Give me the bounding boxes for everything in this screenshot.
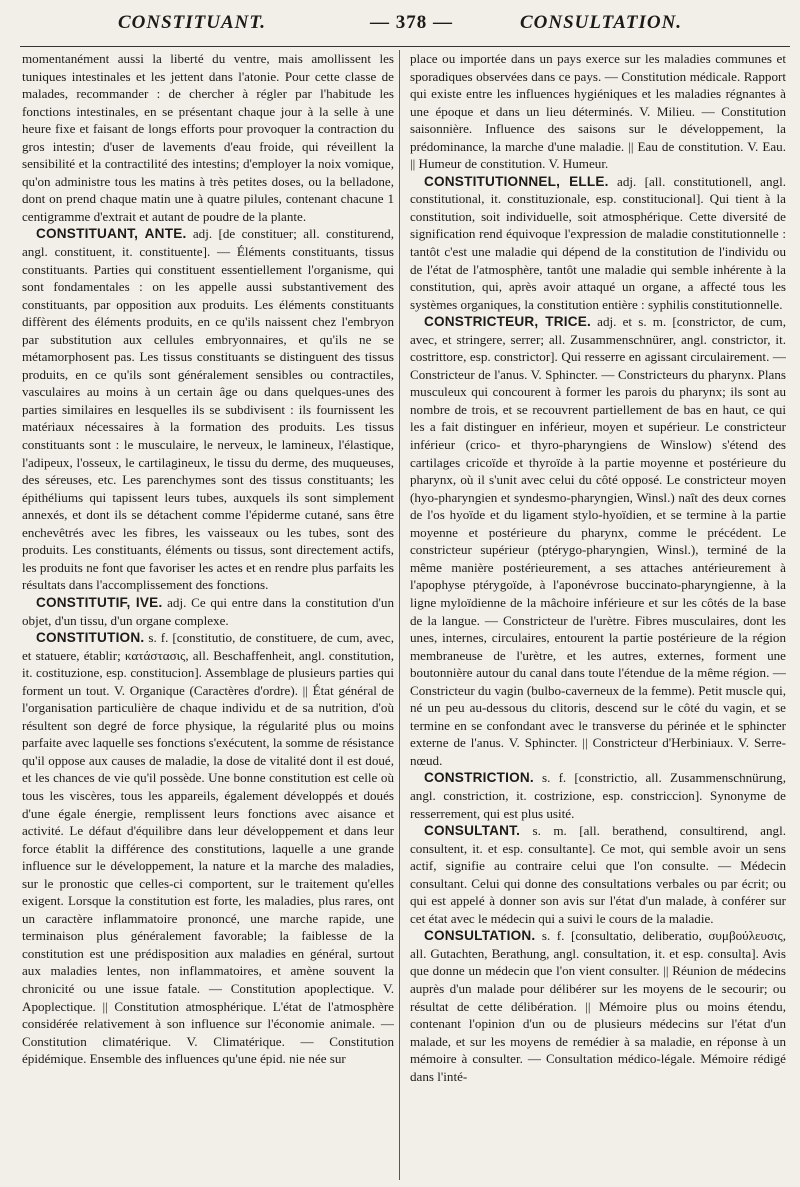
entry-text: adj. [all. constitutionell, angl. constitutional, it. constituzionale, esp. constitucional]. Qui tient à la constitution, soit individuelle, soit atmosphérique. Cette diversité de signification rend équivoque l'expression de maladie constitutionnelle : tantôt c'est une maladie qui dépend de la constitution de l'individu ou de l'état de l'atmosphère, tantôt une maladie qui semble inhérente à la constitution, qui, après avoir attaqué un organe, a affecté tous les systèmes organiques, la constitution entière : syphilis constitutionnelle.: [410, 173, 786, 312]
running-head-left: CONSTITUANT.: [118, 12, 267, 33]
entry-headword: CONSTITUANT, ANTE.: [36, 226, 187, 242]
page-number: — 378 —: [370, 12, 453, 33]
dictionary-entry: [22, 225, 394, 593]
left-column: [22, 50, 394, 1180]
dictionary-entry: [410, 822, 786, 927]
entry-headword: CONSTRICTION.: [424, 770, 534, 786]
entry-headword: CONSULTANT.: [424, 823, 521, 839]
right-column: [410, 50, 786, 1180]
entry-text: s. f. [constitutio, de constituere, de cum, avec, et statuere, établir; κατάστασις, all. Beschaffenheit, angl. constitution, it. costituzione, esp. constitucion]. Assemblage de plusieurs parties qui forment un tout. V. Organique (Caractères d'ordre). || État général de l'organisation particulière de chaque individu et de sa nutrition, d'où résultent son degré de force physique, la régularité plus ou moins parfaite avec laquelle ses fonctions s'exécutent, la somme de résistance qu'il oppose aux causes de maladie, la dose de vitalité dont il est doué, et les chances de vie qu'il possède. Une bonne constitution est celle où tous les viscères, tous les appareils, également développés et doués d'une égale énergie, remplissent leurs fonctions avec aisance et activité. Le défaut d'équilibre dans leur développement et dans leur force établit la différence des constitutions, laquelle a une grande influence sur le développement, la nature et la marche des maladies, sur le pronostic que celles-ci comportent, sur le traitement qu'elles exigent. Lorsque la constitution est forte, les maladies, plus rares, ont un caractère inflammatoire prononcé, une marche rapide, une terminaison plus généralement favorable; la faiblesse de la constitution est une prédisposition aux maladies en général, surtout aux maladies lentes, non inflammatoires, et amène souvent la chronicité ou une issue fatale. — Constitution apoplectique. V. Apoplectique. || Constitution atmosphérique. L'état de l'atmosphère considérée relativement à son influence sur l'économie animale. — Constitution climatérique. V. Climatérique. — Constitution épidémique. Ensemble des influences qu'une épid. nie née sur: [22, 630, 394, 1067]
entry-text: s. f. [constrictio, all. Zusammenschnürung, angl. constriction, it. costrizione, esp. constriccion]. Synonyme de resserrement, qui est plus usité.: [410, 770, 786, 821]
entry-text: place ou importée dans un pays exerce sur les maladies communes et sporadiques observées dans ce pays. — Constitution médicale. Rapport qui existe entre les influences hygiéniques et les maladies régnantes à une époque et dans un lieu déterminés. V. Milieu. — Constitution saisonnière. Influence des saisons sur le développement, la prédominance, la marche d'une maladie. || Eau de constitution. V. Eau. || Humeur de constitution. V. Humeur.: [410, 51, 786, 172]
entry-headword: CONSTITUTION.: [36, 630, 145, 646]
dictionary-entry: [410, 927, 786, 1085]
dictionary-entry: [410, 50, 786, 173]
entry-headword: CONSTRICTEUR, TRICE.: [424, 314, 591, 330]
entry-text: s. f. [consultatio, deliberatio, συμβούλευσις, all. Gutachten, Berathung, angl. consultation, it. et esp. consulta]. Avis que donne un médecin que l'on vient consulter. || Réunion de médecins auprès d'un malade pour délibérer sur les moyens de le secourir; ou résultat de cette délibération. || Mémoire plus ou moins étendu, contenant l'opinion d'un ou de plusieurs médecins sur l'état d'un malade, et sur les moyens de remédier à sa maladie, en réponse à un mémoire à consulter. — Consultation médico-légale. Mémoire rédigé dans l'inté-: [410, 928, 786, 1084]
entry-text: momentanément aussi la liberté du ventre, mais amollissent les tuniques intestinales et les jettent dans l'atonie. Pour cette classe de malades, recommander : de chercher à régler par l'habitude les fonctions intestinales, en se présentant chaque jour à la selle à une heure fixe et faisant de longs efforts pour provoquer la contraction du gros intestin; d'user de lavements d'eau froide, qui réveillent la sensibilité et la contractilité des intestins; d'employer la noix vomique, qu'on administre tous les matins à très petites doses, ou la belladone, dont on prend chaque matin une à quatre pilules, contenant chacune 1 centigramme d'extrait et autant de poudre de la plante.: [22, 51, 394, 224]
dictionary-entry: [410, 313, 786, 769]
entry-headword: CONSTITUTIF, IVE.: [36, 594, 163, 610]
entry-headword: CONSULTATION.: [424, 928, 536, 944]
entry-text: adj. et s. m. [constrictor, de cum, avec, et stringere, serrer; all. Zusammenschnürer, angl. constrictor, it. costrittore, esp. constrictor]. Qui resserre en agissant circulairement. — Constricteur de l'anus. V. Sphincter. — Constricteurs du pharynx. Plans musculeux qui concourent à former les parois du pharynx; ils sont au nombre de trois, et se recouvrent partiellement de bas en haut, ce qui les a fait distinguer en inférieur, moyen et supérieur. Le constricteur inférieur (crico- et thyro-pharyngiens de Winslow) s'étend des cartilages cricoïde et thyroïde à la partie moyenne et postérieure du pharynx, où il s'unit avec celui du côté opposé. Le constricteur moyen (hyo-pharyngien et syndesmo-pharyngien, Winsl.) naît des deux cornes de l'os hyoïde et du ligament stylo-hyoïdien, et se termine à la partie moyenne et postérieure du pharynx, comme le précédent. Le constricteur supérieur (ptérygo-pharyngien, Winsl.), terminé de la même manière postérieurement, a ses attaches antérieurement à l'apophyse ptérygoïde, à l'aponévrose buccinato-pharyngienne, à la ligne myloïdienne de la mâchoire inférieure et sur les côtés de la base de la langue. — Constricteur de l'urètre. Fibres musculaires, dont les unes, internes, circulaires, entourent la partie postérieure de la région membraneuse de l'urètre, et les autres, externes, forment une boutonnière autour du canal dans toute l'étendue de la même région. — Constricteur du vagin (bulbo-caverneux de la femme). Petit muscle qui, né un peu au-dessous du clitoris, descend sur le côté du vagin, et se termine en se confondant avec le transverse du périnée et le sphincter externe de l'anus. V. Sphincter. || Constricteur d'Herbiniaux. V. Serre-nœud.: [410, 314, 786, 768]
column-divider: [399, 50, 400, 1180]
entry-text: adj. Ce qui entre dans la constitution d'un objet, d'un tissu, d'un organe complexe.: [22, 594, 394, 628]
dictionary-entry: [22, 594, 394, 629]
dictionary-entry: [410, 173, 786, 313]
dictionary-entry: [22, 50, 394, 225]
header-rule: [20, 46, 790, 47]
entry-headword: CONSTITUTIONNEL, ELLE.: [424, 173, 609, 189]
running-head-right: CONSULTATION.: [520, 12, 683, 33]
page-header: [0, 0, 800, 46]
entry-text: adj. [de constituer; all. constiturend, angl. constituent, it. constituente]. — Éléments constituants, tissus constituants. Parties qui constituent essentiellement l'organisme, qui sont fondamentales : on les appelle aussi substantivement des constituants, par opposition aux produits. Les éléments constituants diffèrent des éléments produits, en ce qu'ils naissent chez l'embryon par substitution aux cellules embryonnaires, et qu'ils ne se métamorphosent pas. Les tissus constituants se distinguent des tissus produits, en ce qu'ils sont généralement sensibles ou contractiles, vasculaires au moins à un certain âge ou dans quelques-unes des parties similaires en lesquelles ils se subdivisent : ils fournissent les matériaux nécessaires à la formation des produits. Les tissus constituants sont : le musculaire, le nerveux, le lamineux, l'élastique, l'adipeux, l'osseux, le cartilagineux, le tissu du derme, des muqueuses, des séreuses, etc. Les parenchymes sont des tissus constituants; les épithéliums qui tapissent leurs tubes, auxquels ils sont simplement annexés, et dont ils se détachent comme l'épiderme cutané, sans être enchevêtrés avec les fibres, les vaisseaux ou les tubes, sont des produits. Les constituants, éléments ou tissus, sont directement actifs, les produits ne font que favoriser les actes et en rendre plus parfaits les résultats dans l'accomplissement des fonctions.: [22, 226, 394, 593]
dictionary-entry: [22, 629, 394, 1068]
entry-text: s. m. [all. berathend, consultirend, angl. consultent, it. et esp. consultante]. Ce mot, qui semble avoir un sens actif, signifie au contraire celui que l'on consulte. — Médecin consultant. Celui qui donne des consultations verbales ou par écrit; ou qui est appelé à donner son avis sur l'état d'un malade, à conférer sur cet état avec le médecin qui a suivi le cours de la maladie.: [410, 823, 786, 926]
dictionary-entry: [410, 769, 786, 822]
